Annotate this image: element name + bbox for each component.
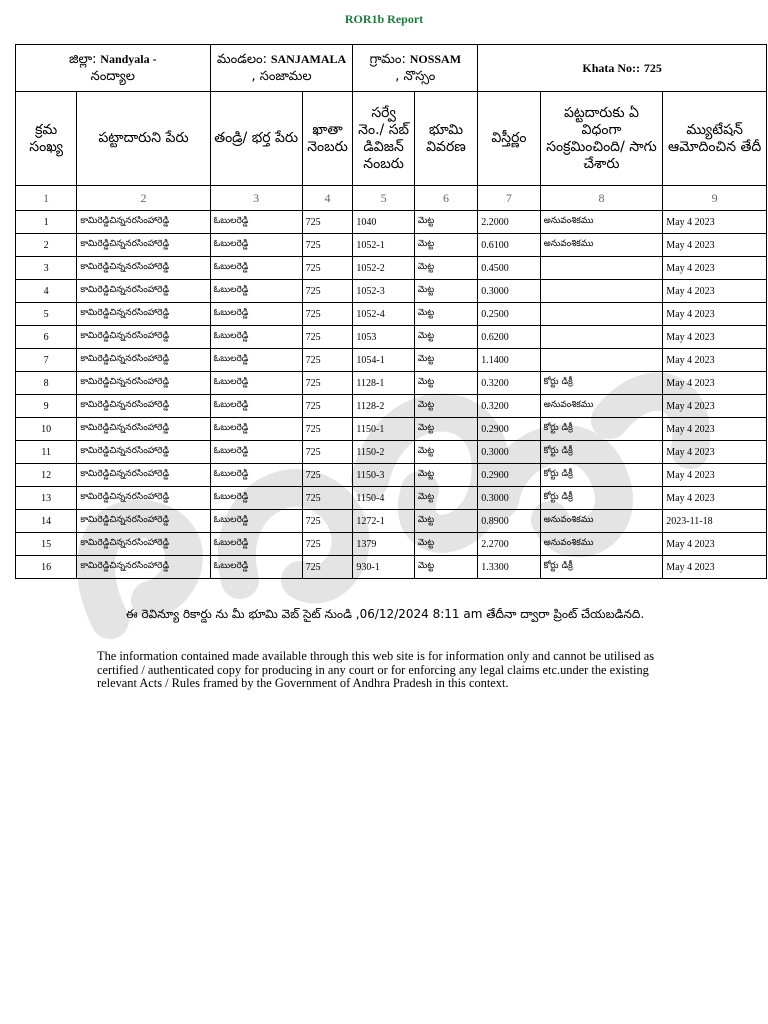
cell-khata-number: 725: [302, 395, 353, 418]
cell-acquisition: కోర్టు డిక్రీ: [540, 418, 663, 441]
cell-land-type: మెట్ట: [414, 556, 477, 579]
cell-serial: 8: [16, 372, 77, 395]
mandal-value: SANJAMALA: [270, 52, 347, 66]
cell-khata-number: 725: [302, 349, 353, 372]
cell-mutation-date: 2023-11-18: [663, 510, 767, 533]
cell-acquisition: కోర్టు డిక్రీ: [540, 556, 663, 579]
cell-khata-number: 725: [302, 441, 353, 464]
cell-khata-number: 725: [302, 487, 353, 510]
col-number: 4: [302, 186, 353, 211]
table-row: [16, 257, 767, 280]
cell-father-name: ఓబులరెడ్డి: [210, 510, 302, 533]
cell-survey-number: 1053: [353, 326, 414, 349]
cell-serial: 5: [16, 303, 77, 326]
cell-father-name: ఓబులరెడ్డి: [210, 441, 302, 464]
cell-father-name: ఓబులరెడ్డి: [210, 556, 302, 579]
cell-owner-name: కామిరెడ్డిచిన్ననరసింహారెడ్డి: [77, 395, 210, 418]
cell-mutation-date: May 4 2023: [663, 303, 767, 326]
col-number: 7: [478, 186, 540, 211]
cell-mutation-date: May 4 2023: [663, 349, 767, 372]
col-number: 2: [77, 186, 210, 211]
cell-acquisition: కోర్టు డిక్రీ: [540, 464, 663, 487]
cell-survey-number: 1052-4: [353, 303, 414, 326]
cell-khata-number: 725: [302, 257, 353, 280]
cell-owner-name: కామిరెడ్డిచిన్ననరసింహారెడ్డి: [77, 464, 210, 487]
cell-serial: 9: [16, 395, 77, 418]
cell-khata-number: 725: [302, 234, 353, 257]
cell-serial: 3: [16, 257, 77, 280]
cell-land-type: మెట్ట: [414, 395, 477, 418]
column-number-row: [16, 186, 767, 211]
cell-serial: 1: [16, 211, 77, 234]
cell-extent: 0.6200: [478, 326, 540, 349]
cell-serial: 15: [16, 533, 77, 556]
cell-survey-number: 1150-4: [353, 487, 414, 510]
col-number: 8: [540, 186, 663, 211]
cell-land-type: మెట్ట: [414, 418, 477, 441]
cell-extent: 0.3200: [478, 395, 540, 418]
cell-extent: 1.1400: [478, 349, 540, 372]
print-note: ఈ రెవిన్యూ రికార్డు ను మీ భూమి వెబ్ సైట్ నుండి ,06/12/2024 8:11 am తేదీనా ద్వారా ప్రింట్ చేయబడినది.: [125, 607, 645, 621]
cell-khata-number: 725: [302, 372, 353, 395]
cell-serial: 16: [16, 556, 77, 579]
village-telugu: , నొస్సం: [395, 69, 436, 84]
mandal-label: మండలం:: [216, 52, 268, 67]
cell-survey-number: 1052-3: [353, 280, 414, 303]
cell-extent: 0.2500: [478, 303, 540, 326]
cell-owner-name: కామిరెడ్డిచిన్ననరసింహారెడ్డి: [77, 533, 210, 556]
col-header-khata-number: ఖాతా నెంబరు: [302, 92, 353, 186]
col-number: 5: [353, 186, 414, 211]
cell-father-name: ఓబులరెడ్డి: [210, 533, 302, 556]
cell-owner-name: కామిరెడ్డిచిన్ననరసింహారెడ్డి: [77, 441, 210, 464]
table-row: [16, 395, 767, 418]
cell-survey-number: 1272-1: [353, 510, 414, 533]
cell-land-type: మెట్ట: [414, 303, 477, 326]
cell-mutation-date: May 4 2023: [663, 556, 767, 579]
cell-extent: 0.3000: [478, 487, 540, 510]
cell-owner-name: కామిరెడ్డిచిన్ననరసింహారెడ్డి: [77, 303, 210, 326]
cell-mutation-date: May 4 2023: [663, 441, 767, 464]
cell-father-name: ఓబులరెడ్డి: [210, 326, 302, 349]
cell-land-type: మెట్ట: [414, 464, 477, 487]
cell-mutation-date: May 4 2023: [663, 257, 767, 280]
table-row: [16, 464, 767, 487]
district-label: జిల్లా:: [68, 52, 97, 67]
cell-khata-number: 725: [302, 303, 353, 326]
cell-mutation-date: May 4 2023: [663, 280, 767, 303]
mandal-telugu: , సంజామల: [251, 69, 312, 84]
cell-father-name: ఓబులరెడ్డి: [210, 464, 302, 487]
village-label: గ్రామం:: [369, 52, 406, 67]
district-cell: [16, 45, 211, 92]
cell-survey-number: 1052-1: [353, 234, 414, 257]
cell-owner-name: కామిరెడ్డిచిన్ననరసింహారెడ్డి: [77, 326, 210, 349]
cell-serial: 10: [16, 418, 77, 441]
cell-serial: 6: [16, 326, 77, 349]
cell-father-name: ఓబులరెడ్డి: [210, 487, 302, 510]
district-telugu: నంద్యాల: [90, 69, 136, 84]
cell-khata-number: 725: [302, 211, 353, 234]
cell-land-type: మెట్ట: [414, 234, 477, 257]
khata-label: Khata No::: [582, 60, 641, 75]
table-row: [16, 234, 767, 257]
cell-extent: 2.2700: [478, 533, 540, 556]
cell-serial: 11: [16, 441, 77, 464]
cell-father-name: ఓబులరెడ్డి: [210, 349, 302, 372]
cell-extent: 0.2900: [478, 418, 540, 441]
table-row: [16, 510, 767, 533]
col-header-serial: క్రమ సంఖ్య: [16, 92, 77, 186]
cell-father-name: ఓబులరెడ్డి: [210, 211, 302, 234]
cell-father-name: ఓబులరెడ్డి: [210, 395, 302, 418]
cell-survey-number: 1150-2: [353, 441, 414, 464]
table-row: [16, 441, 767, 464]
cell-acquisition: అనువంశికము: [540, 533, 663, 556]
table-row: [16, 533, 767, 556]
cell-land-type: మెట్ట: [414, 441, 477, 464]
cell-mutation-date: May 4 2023: [663, 326, 767, 349]
cell-mutation-date: May 4 2023: [663, 418, 767, 441]
cell-acquisition: అనువంశికము: [540, 211, 663, 234]
table-row: [16, 372, 767, 395]
cell-land-type: మెట్ట: [414, 211, 477, 234]
cell-land-type: మెట్ట: [414, 280, 477, 303]
cell-acquisition: కోర్టు డిక్రీ: [540, 487, 663, 510]
cell-father-name: ఓబులరెడ్డి: [210, 303, 302, 326]
table-row: [16, 349, 767, 372]
cell-mutation-date: May 4 2023: [663, 372, 767, 395]
cell-father-name: ఓబులరెడ్డి: [210, 257, 302, 280]
cell-mutation-date: May 4 2023: [663, 464, 767, 487]
cell-land-type: మెట్ట: [414, 510, 477, 533]
cell-father-name: ఓబులరెడ్డి: [210, 372, 302, 395]
col-number: 6: [414, 186, 477, 211]
cell-survey-number: 930-1: [353, 556, 414, 579]
cell-acquisition: కోర్టు డిక్రీ: [540, 441, 663, 464]
cell-mutation-date: May 4 2023: [663, 211, 767, 234]
cell-land-type: మెట్ట: [414, 533, 477, 556]
cell-acquisition: అనువంశికము: [540, 234, 663, 257]
table-row: [16, 211, 767, 234]
table-row: [16, 487, 767, 510]
village-cell: [353, 45, 478, 92]
cell-survey-number: 1150-1: [353, 418, 414, 441]
cell-mutation-date: May 4 2023: [663, 234, 767, 257]
cell-owner-name: కామిరెడ్డిచిన్ననరసింహారెడ్డి: [77, 349, 210, 372]
table-row: [16, 418, 767, 441]
cell-survey-number: 1379: [353, 533, 414, 556]
cell-land-type: మెట్ట: [414, 257, 477, 280]
district-value: Nandyala -: [100, 52, 157, 66]
cell-owner-name: కామిరెడ్డిచిన్ననరసింహారెడ్డి: [77, 487, 210, 510]
cell-acquisition: [540, 280, 663, 303]
cell-acquisition: [540, 257, 663, 280]
cell-owner-name: కామిరెడ్డిచిన్ననరసింహారెడ్డి: [77, 510, 210, 533]
cell-serial: 4: [16, 280, 77, 303]
cell-serial: 14: [16, 510, 77, 533]
disclaimer-text: The information contained made available through this web site is for information only and cannot be utilised as certified / authenticated copy for producing in any court or for enforcing any legal claims etc.under the existing relevant Acts / Rules framed by the Government of Andhra Pradesh in this context.: [97, 649, 655, 690]
cell-father-name: ఓబులరెడ్డి: [210, 280, 302, 303]
table-row: [16, 556, 767, 579]
cell-khata-number: 725: [302, 510, 353, 533]
cell-land-type: మెట్ట: [414, 349, 477, 372]
col-header-extent: విస్తీర్ణం: [478, 92, 540, 186]
cell-khata-number: 725: [302, 280, 353, 303]
cell-serial: 2: [16, 234, 77, 257]
cell-father-name: ఓబులరెడ్డి: [210, 234, 302, 257]
col-number: 9: [663, 186, 767, 211]
col-header-survey-number: సర్వే నెం./ సబ్ డివిజన్ నంబరు: [353, 92, 414, 186]
cell-owner-name: కామిరెడ్డిచిన్ననరసింహారెడ్డి: [77, 257, 210, 280]
cell-extent: 0.8900: [478, 510, 540, 533]
village-value: NOSSAM: [409, 52, 462, 66]
cell-acquisition: అనువంశికము: [540, 395, 663, 418]
location-header-row: [16, 45, 767, 92]
cell-extent: 0.4500: [478, 257, 540, 280]
cell-land-type: మెట్ట: [414, 326, 477, 349]
col-header-owner-name: పట్టాదారుని పేరు: [77, 92, 210, 186]
cell-extent: 0.2900: [478, 464, 540, 487]
column-header-row: [16, 92, 767, 186]
ror1b-table: [15, 44, 767, 579]
table-body: [16, 211, 767, 579]
cell-khata-number: 725: [302, 533, 353, 556]
cell-khata-number: 725: [302, 556, 353, 579]
cell-owner-name: కామిరెడ్డిచిన్ననరసింహారెడ్డి: [77, 372, 210, 395]
khata-value: 725: [643, 60, 662, 75]
cell-khata-number: 725: [302, 326, 353, 349]
col-header-father-name: తండ్రి/ భర్త పేరు: [210, 92, 302, 186]
table-row: [16, 326, 767, 349]
cell-extent: 1.3300: [478, 556, 540, 579]
cell-extent: 0.3000: [478, 280, 540, 303]
col-header-mutation-date: మ్యుటేషన్ ఆమోదించిన తేదీ: [663, 92, 767, 186]
col-number: 1: [16, 186, 77, 211]
cell-father-name: ఓబులరెడ్డి: [210, 418, 302, 441]
cell-survey-number: 1128-1: [353, 372, 414, 395]
cell-survey-number: 1054-1: [353, 349, 414, 372]
col-number: 3: [210, 186, 302, 211]
col-header-acquisition: పట్టదారుకు ఏ విధంగా సంక్రమించింది/ సాగు చేశారు: [540, 92, 663, 186]
cell-khata-number: 725: [302, 418, 353, 441]
cell-owner-name: కామిరెడ్డిచిన్ననరసింహారెడ్డి: [77, 211, 210, 234]
cell-serial: 7: [16, 349, 77, 372]
cell-mutation-date: May 4 2023: [663, 533, 767, 556]
table-row: [16, 280, 767, 303]
cell-owner-name: కామిరెడ్డిచిన్ననరసింహారెడ్డి: [77, 556, 210, 579]
cell-acquisition: [540, 326, 663, 349]
cell-khata-number: 725: [302, 464, 353, 487]
cell-mutation-date: May 4 2023: [663, 487, 767, 510]
table-row: [16, 303, 767, 326]
cell-land-type: మెట్ట: [414, 372, 477, 395]
cell-survey-number: 1040: [353, 211, 414, 234]
cell-owner-name: కామిరెడ్డిచిన్ననరసింహారెడ్డి: [77, 280, 210, 303]
cell-survey-number: 1128-2: [353, 395, 414, 418]
cell-acquisition: [540, 349, 663, 372]
cell-extent: 0.3000: [478, 441, 540, 464]
khata-cell: [478, 45, 767, 92]
cell-serial: 13: [16, 487, 77, 510]
cell-owner-name: కామిరెడ్డిచిన్ననరసింహారెడ్డి: [77, 418, 210, 441]
cell-survey-number: 1052-2: [353, 257, 414, 280]
cell-extent: 0.3200: [478, 372, 540, 395]
cell-mutation-date: May 4 2023: [663, 395, 767, 418]
mandal-cell: [210, 45, 353, 92]
col-header-land-type: భూమి వివరణ: [414, 92, 477, 186]
cell-land-type: మెట్ట: [414, 487, 477, 510]
cell-extent: 2.2000: [478, 211, 540, 234]
cell-extent: 0.6100: [478, 234, 540, 257]
cell-owner-name: కామిరెడ్డిచిన్ననరసింహారెడ్డి: [77, 234, 210, 257]
cell-acquisition: అనువంశికము: [540, 510, 663, 533]
cell-acquisition: [540, 303, 663, 326]
cell-serial: 12: [16, 464, 77, 487]
cell-survey-number: 1150-3: [353, 464, 414, 487]
report-title: ROR1b Report: [344, 12, 424, 26]
cell-acquisition: కోర్టు డిక్రీ: [540, 372, 663, 395]
